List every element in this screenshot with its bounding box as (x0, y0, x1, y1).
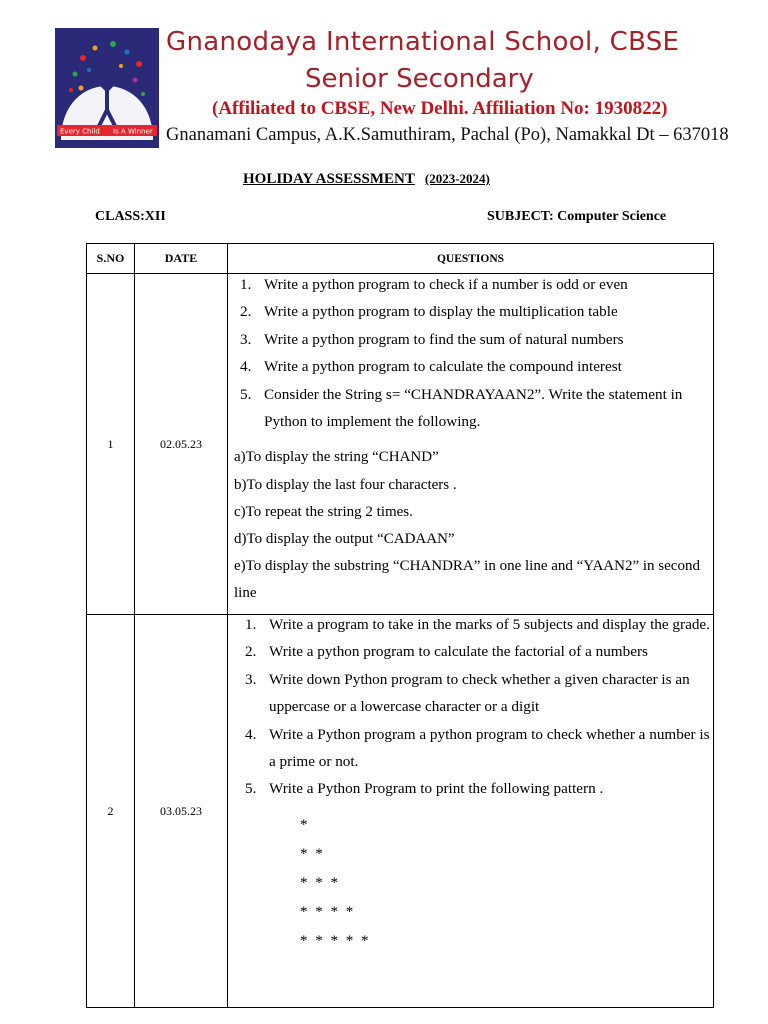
class-label: CLASS:XII (95, 209, 166, 224)
subpart-item: d)To display the output “CADAAN” (234, 531, 455, 548)
assessment-title-text: HOLIDAY ASSESSMENT (243, 171, 415, 187)
table-row (87, 615, 714, 1008)
row-date: 02.05.23 (135, 274, 228, 615)
logo-text-right: Is A Winner (113, 127, 153, 136)
row-date: 03.05.23 (135, 615, 228, 1008)
question-item: 5. Write a Python Program to print the following pattern . (245, 780, 604, 798)
school-logo (55, 28, 159, 148)
question-item: 2. Write a python program to display the multiplication table (240, 303, 618, 321)
subpart-list (228, 444, 713, 607)
star-pattern (228, 811, 713, 956)
question-item: 1. Write a program to take in the marks of 5 subjects and display the grade. (245, 616, 710, 633)
pattern-line: * * * * (300, 903, 356, 920)
row-sno: 2 (87, 615, 135, 1008)
table-row (87, 274, 714, 615)
subpart-item: b)To display the last four characters . (234, 476, 457, 493)
pattern-line: * * (300, 845, 325, 862)
table-header-row (87, 244, 714, 274)
question-item: 5. Consider the String s= “CHANDRAYAAN2”. Write the statement in Python to implement the following. (240, 385, 683, 431)
school-name: Gnanodaya International School, CBSE (166, 27, 680, 57)
question-item: 4. Write a python program to calculate the compound interest (240, 358, 622, 376)
question-item: 1. Write a python program to check if a number is odd or even (240, 276, 628, 293)
question-item: 2. Write a python program to calculate the factorial of a numbers (245, 643, 648, 661)
question-item: 3. Write a python program to find the sum of natural numbers (240, 330, 624, 348)
question-item: 4. Write a Python program a python program to check whether a number is a prime or not. (245, 725, 710, 771)
assessment-year: (2023-2024) (424, 171, 490, 186)
row-sno: 1 (87, 274, 135, 615)
row-questions (228, 615, 714, 1008)
subpart-item: c)To repeat the string 2 times. (234, 503, 413, 520)
school-subtitle: Senior Secondary (305, 64, 534, 94)
question-item: 3. Write down Python program to check whether a given character is an uppercase or a lowercase character or a digit (245, 670, 690, 716)
logo-text-left: Every Child (60, 127, 100, 136)
subject-label: SUBJECT: Computer Science (487, 209, 667, 224)
header-date: DATE (135, 244, 228, 274)
question-list (228, 611, 713, 803)
pattern-line: * * * * * (300, 932, 371, 949)
questions-table (86, 243, 714, 1008)
subpart-item: e)To display the substring “CHANDRA” in one line and “YAAN2” in second line (234, 558, 700, 602)
pattern-line: * * * (300, 874, 340, 891)
subpart-item: a)To display the string “CHAND” (234, 449, 439, 466)
school-address: Gnanamani Campus, A.K.Samuthiram, Pachal (Po), Namakkal Dt – 637018 (166, 125, 729, 145)
row-questions (228, 274, 714, 615)
pattern-line: * (300, 816, 310, 833)
assessment-title (243, 171, 490, 188)
header-questions: QUESTIONS (228, 244, 714, 274)
question-list (228, 271, 713, 435)
header-sno: S.NO (87, 244, 135, 274)
affiliation-text: (Affiliated to CBSE, New Delhi. Affiliation No: 1930822) (212, 98, 668, 119)
